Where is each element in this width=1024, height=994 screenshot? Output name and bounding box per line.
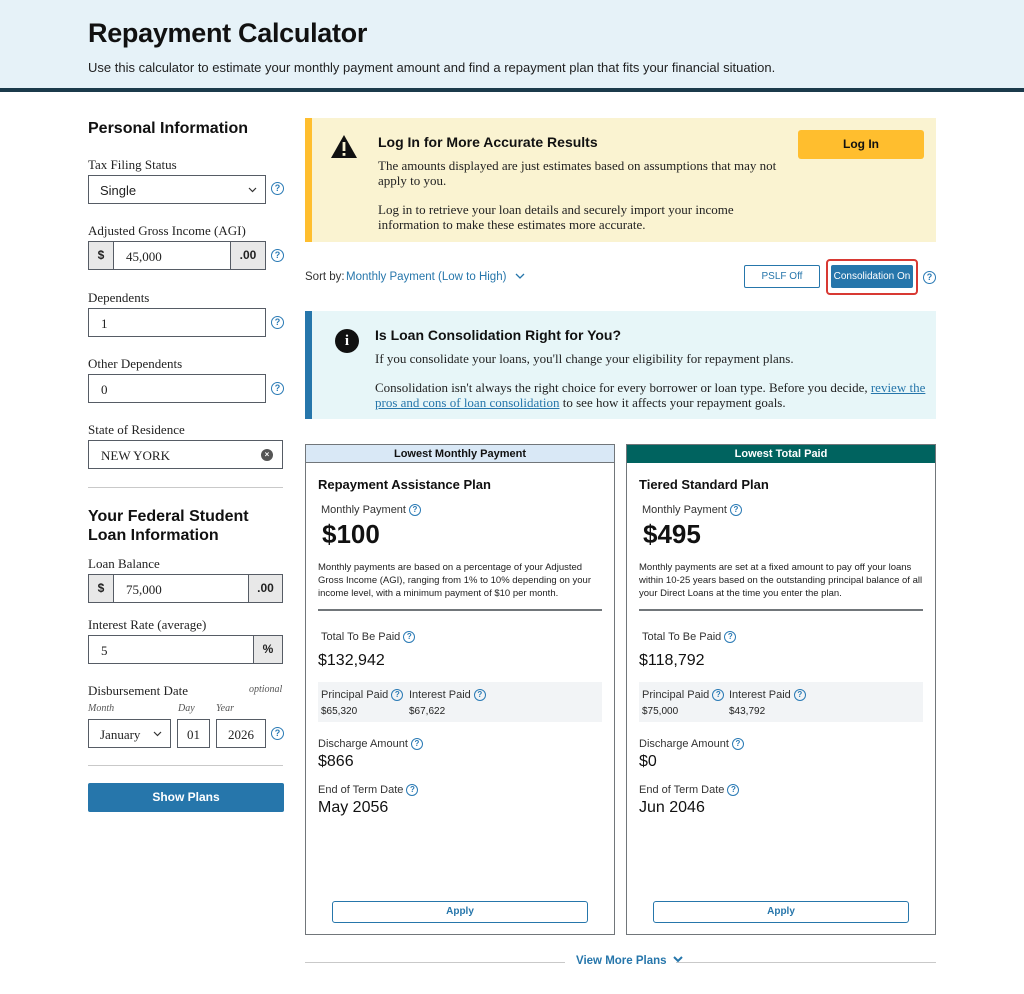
dependents-value: 1 bbox=[101, 316, 108, 331]
discharge-value: $0 bbox=[639, 753, 657, 770]
total-paid-value: $132,942 bbox=[318, 652, 385, 669]
view-more-divider bbox=[305, 962, 565, 963]
interest-rate-suffix: % bbox=[253, 635, 283, 664]
interest-rate-label: Interest Rate (average) bbox=[88, 617, 207, 632]
help-icon[interactable]: ? bbox=[727, 784, 739, 796]
plan-card bbox=[626, 444, 936, 935]
help-icon[interactable]: ? bbox=[794, 689, 806, 701]
loan-balance-label: Loan Balance bbox=[88, 556, 160, 571]
view-more-plans-link[interactable] bbox=[576, 955, 683, 967]
loan-balance-input[interactable] bbox=[113, 574, 249, 603]
monthly-payment-value: $495 bbox=[643, 519, 701, 549]
help-icon[interactable]: ? bbox=[403, 631, 415, 643]
year-value: 2026 bbox=[228, 727, 254, 742]
dependents-input[interactable] bbox=[88, 308, 266, 337]
day-value: 01 bbox=[187, 727, 200, 742]
consolidation-text-before: Consolidation isn't always the right choice for every borrower or loan type. Before you decide, bbox=[375, 380, 868, 395]
agi-help-icon[interactable]: ? bbox=[271, 249, 284, 262]
consolidation-alert-text-2 bbox=[375, 380, 935, 410]
show-plans-button[interactable]: Show Plans bbox=[88, 783, 284, 812]
help-icon[interactable]: ? bbox=[474, 689, 486, 701]
help-icon[interactable]: ? bbox=[712, 689, 724, 701]
section-divider bbox=[88, 765, 283, 766]
dependents-label: Dependents bbox=[88, 290, 150, 305]
monthly-payment-label: Monthly Payment ? bbox=[642, 504, 742, 516]
help-icon[interactable]: ? bbox=[724, 631, 736, 643]
apply-button[interactable]: Apply bbox=[332, 901, 588, 923]
card-divider bbox=[318, 609, 602, 611]
total-paid-value: $118,792 bbox=[639, 652, 705, 669]
consolidation-toggle[interactable]: Consolidation On bbox=[831, 265, 913, 288]
section-divider bbox=[88, 487, 283, 488]
dependents-help-icon[interactable]: ? bbox=[271, 316, 284, 329]
discharge-label: Discharge Amount ? bbox=[318, 738, 423, 750]
help-icon[interactable]: ? bbox=[730, 504, 742, 516]
end-of-term-label: End of Term Date ? bbox=[639, 784, 739, 796]
interest-rate-input[interactable] bbox=[88, 635, 254, 664]
chevron-down-icon bbox=[153, 731, 162, 737]
interest-rate-value: 5 bbox=[101, 643, 108, 658]
month-value: January bbox=[100, 727, 141, 742]
tax-status-label: Tax Filing Status bbox=[88, 157, 177, 172]
principal-paid-value: $65,320 bbox=[321, 706, 358, 717]
plan-card bbox=[305, 444, 615, 935]
tax-status-help-icon[interactable]: ? bbox=[271, 182, 284, 195]
help-icon[interactable]: ? bbox=[406, 784, 418, 796]
loan-info-heading: Your Federal Student Loan Information bbox=[88, 508, 249, 544]
year-label: Year bbox=[216, 703, 234, 714]
interest-paid-label: Interest Paid ? bbox=[729, 689, 806, 701]
total-paid-label: Total To Be Paid ? bbox=[642, 631, 736, 643]
state-input[interactable] bbox=[88, 440, 283, 469]
apply-button[interactable]: Apply bbox=[653, 901, 909, 923]
consolidation-alert bbox=[305, 311, 936, 419]
loan-balance-value: 75,000 bbox=[126, 582, 162, 597]
warning-icon bbox=[330, 134, 358, 159]
info-icon: i bbox=[335, 329, 359, 353]
sort-select[interactable] bbox=[346, 271, 525, 283]
login-alert-text-1: The amounts displayed are just estimates based on assumptions that may not apply to you. bbox=[378, 158, 777, 188]
total-paid-label: Total To Be Paid ? bbox=[321, 631, 415, 643]
plan-badge: Lowest Total Paid bbox=[627, 445, 935, 463]
chevron-down-icon bbox=[673, 956, 683, 963]
principal-paid-label: Principal Paid ? bbox=[642, 689, 724, 701]
plan-badge: Lowest Monthly Payment bbox=[306, 445, 614, 463]
year-input[interactable] bbox=[216, 719, 266, 748]
plan-description: Monthly payments are set at a fixed amount to pay off your loans within 10-25 years based on the outstanding principal balance of all your Direct Loans at the time you enter the plan. bbox=[639, 562, 923, 599]
monthly-payment-label: Monthly Payment ? bbox=[321, 504, 421, 516]
plan-description: Monthly payments are based on a percentage of your Adjusted Gross Income (AGI), ranging from 1% to 10% depending on your income level, with a minimum payment of $10 per month. bbox=[318, 562, 591, 599]
disbursement-date-label: Disbursement Date bbox=[88, 683, 189, 698]
interest-paid-value: $67,622 bbox=[409, 706, 446, 717]
principal-interest-box bbox=[639, 682, 923, 722]
pslf-toggle[interactable]: PSLF Off bbox=[744, 265, 820, 288]
login-alert bbox=[305, 118, 936, 242]
day-label: Day bbox=[178, 703, 195, 714]
principal-interest-box bbox=[318, 682, 602, 722]
principal-paid-value: $75,000 bbox=[642, 706, 679, 717]
consolidation-pros-cons-link[interactable]: review the pros and cons of loan consolidation bbox=[375, 380, 926, 410]
page-header bbox=[0, 0, 1024, 92]
tax-status-select[interactable] bbox=[88, 175, 266, 204]
agi-label: Adjusted Gross Income (AGI) bbox=[88, 223, 246, 238]
other-dependents-label: Other Dependents bbox=[88, 356, 183, 371]
login-alert-title: Log In for More Accurate Results bbox=[378, 134, 598, 150]
interest-paid-value: $43,792 bbox=[729, 706, 766, 717]
help-icon[interactable]: ? bbox=[391, 689, 403, 701]
chevron-down-icon bbox=[248, 187, 257, 193]
page-subtitle: Use this calculator to estimate your monthly payment amount and find a repayment plan that fits your financial situation. bbox=[88, 60, 776, 75]
personal-info-heading: Personal Information bbox=[88, 120, 249, 137]
disbursement-help-icon[interactable]: ? bbox=[271, 727, 284, 740]
discharge-label: Discharge Amount ? bbox=[639, 738, 744, 750]
view-more-divider bbox=[676, 962, 936, 963]
sort-label: Sort by: bbox=[305, 271, 345, 283]
end-of-term-value: May 2056 bbox=[318, 799, 389, 816]
plan-name: Tiered Standard Plan bbox=[639, 477, 769, 492]
optional-label: optional bbox=[249, 684, 283, 695]
interest-paid-label: Interest Paid ? bbox=[409, 689, 486, 701]
help-icon[interactable]: ? bbox=[411, 738, 423, 750]
clear-icon[interactable]: × bbox=[261, 449, 273, 461]
end-of-term-label: End of Term Date ? bbox=[318, 784, 418, 796]
other-dependents-help-icon[interactable]: ? bbox=[271, 382, 284, 395]
agi-value: 45,000 bbox=[126, 249, 162, 264]
consolidation-text-after: to see how it affects your repayment goals. bbox=[562, 395, 786, 410]
principal-paid-label: Principal Paid ? bbox=[321, 689, 403, 701]
discharge-value: $866 bbox=[318, 753, 354, 770]
login-button[interactable]: Log In bbox=[798, 130, 924, 159]
monthly-payment-value: $100 bbox=[322, 519, 380, 549]
sort-value: Monthly Payment (Low to High) bbox=[346, 271, 507, 283]
loan-balance-prefix: $ bbox=[88, 574, 114, 603]
day-input[interactable] bbox=[177, 719, 210, 748]
month-label: Month bbox=[88, 703, 115, 714]
plan-name: Repayment Assistance Plan bbox=[318, 477, 491, 492]
consolidation-alert-title: Is Loan Consolidation Right for You? bbox=[375, 327, 622, 343]
loan-balance-suffix: .00 bbox=[248, 574, 283, 603]
toggle-help-icon[interactable]: ? bbox=[923, 271, 936, 284]
agi-suffix: .00 bbox=[230, 241, 266, 270]
help-icon[interactable]: ? bbox=[409, 504, 421, 516]
agi-input[interactable] bbox=[113, 241, 231, 270]
tax-status-value: Single bbox=[100, 183, 137, 198]
chevron-down-icon bbox=[515, 273, 525, 279]
state-label: State of Residence bbox=[88, 422, 185, 437]
page-title: Repayment Calculator bbox=[88, 18, 368, 48]
view-more-label: View More Plans bbox=[576, 955, 667, 967]
login-alert-text-2: Log in to retrieve your loan details and securely import your income information to make these estimates more accurate. bbox=[378, 202, 734, 232]
other-dependents-input[interactable] bbox=[88, 374, 266, 403]
other-dependents-value: 0 bbox=[101, 382, 108, 397]
agi-prefix: $ bbox=[88, 241, 114, 270]
consolidation-alert-text-1: If you consolidate your loans, you'll change your eligibility for repayment plans. bbox=[375, 351, 794, 366]
month-select[interactable] bbox=[88, 719, 171, 748]
help-icon[interactable]: ? bbox=[732, 738, 744, 750]
end-of-term-value: Jun 2046 bbox=[639, 799, 705, 816]
card-divider bbox=[639, 609, 923, 611]
state-value: NEW YORK bbox=[101, 448, 170, 463]
